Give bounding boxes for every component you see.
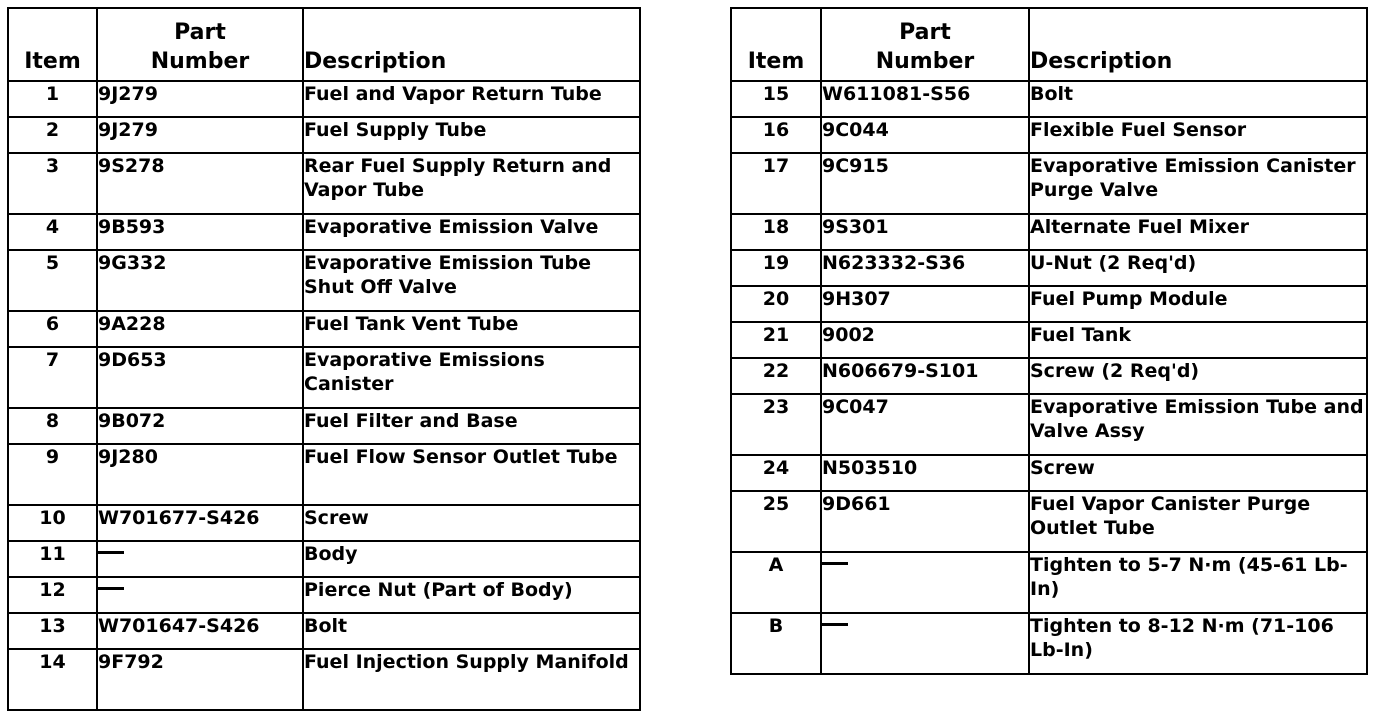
table-row — [731, 250, 1367, 286]
table-header-row — [731, 8, 1367, 81]
part-number-cell: 9B593 — [97, 214, 303, 250]
table-row — [8, 81, 640, 117]
table-row — [731, 552, 1367, 613]
part-number-cell: 9H307 — [821, 286, 1029, 322]
part-number-cell: 9G332 — [97, 250, 303, 311]
table-row — [731, 455, 1367, 491]
item-number-cell: 9 — [8, 444, 97, 505]
part-number-cell: 9J279 — [97, 81, 303, 117]
table-row — [731, 394, 1367, 455]
part-number-cell: 9002 — [821, 322, 1029, 358]
item-number-cell: 11 — [8, 541, 97, 577]
description-cell: Screw — [1029, 455, 1367, 491]
no-part-number-dash — [822, 562, 848, 565]
parts-table-right — [730, 7, 1368, 675]
item-number-cell: A — [731, 552, 821, 613]
no-part-number-dash — [822, 623, 848, 626]
no-part-number-dash — [98, 551, 124, 554]
description-cell: Evaporative Emission Canister Purge Valve — [1029, 153, 1367, 214]
description-cell: Fuel Flow Sensor Outlet Tube — [303, 444, 640, 505]
description-cell: Evaporative Emission Tube Shut Off Valve — [303, 250, 640, 311]
description-cell: Fuel Tank Vent Tube — [303, 311, 640, 347]
part-number-cell: 9F792 — [97, 649, 303, 710]
description-cell: Pierce Nut (Part of Body) — [303, 577, 640, 613]
description-cell: Screw (2 Req'd) — [1029, 358, 1367, 394]
description-cell: Flexible Fuel Sensor — [1029, 117, 1367, 153]
part-number-cell: W701647-S426 — [97, 613, 303, 649]
part-number-cell: 9J280 — [97, 444, 303, 505]
table-row — [8, 117, 640, 153]
table-row — [731, 358, 1367, 394]
table-row — [8, 541, 640, 577]
table-row — [731, 81, 1367, 117]
table-row — [731, 117, 1367, 153]
part-number-header: Part Number — [821, 8, 1029, 81]
table-row — [8, 505, 640, 541]
table-row — [8, 153, 640, 214]
item-number-cell: 25 — [731, 491, 821, 552]
description-cell: Tighten to 5-7 N·m (45-61 Lb-In) — [1029, 552, 1367, 613]
description-cell: U-Nut (2 Req'd) — [1029, 250, 1367, 286]
description-cell: Screw — [303, 505, 640, 541]
description-cell: Body — [303, 541, 640, 577]
item-number-cell: 22 — [731, 358, 821, 394]
item-number-cell: 18 — [731, 214, 821, 250]
table-header-row — [8, 8, 640, 81]
part-number-header: Part Number — [97, 8, 303, 81]
part-number-cell — [821, 552, 1029, 613]
table-row — [731, 214, 1367, 250]
no-part-number-dash — [98, 587, 124, 590]
table-row — [731, 286, 1367, 322]
description-cell: Evaporative Emission Tube and Valve Assy — [1029, 394, 1367, 455]
part-number-cell: 9S278 — [97, 153, 303, 214]
description-cell: Fuel Tank — [1029, 322, 1367, 358]
description-cell: Fuel Supply Tube — [303, 117, 640, 153]
parts-table-left-body — [8, 81, 640, 710]
part-number-cell: W611081-S56 — [821, 81, 1029, 117]
description-cell: Bolt — [303, 613, 640, 649]
item-number-cell: 21 — [731, 322, 821, 358]
description-cell: Fuel Pump Module — [1029, 286, 1367, 322]
table-row — [731, 153, 1367, 214]
table-row — [8, 250, 640, 311]
description-cell: Tighten to 8-12 N·m (71-106 Lb-In) — [1029, 613, 1367, 674]
item-number-cell: 13 — [8, 613, 97, 649]
part-number-cell: 9B072 — [97, 408, 303, 444]
item-number-cell: B — [731, 613, 821, 674]
table-row — [8, 613, 640, 649]
part-number-cell — [821, 613, 1029, 674]
part-number-cell: N503510 — [821, 455, 1029, 491]
item-number-cell: 19 — [731, 250, 821, 286]
item-number-cell: 24 — [731, 455, 821, 491]
item-number-cell: 23 — [731, 394, 821, 455]
table-row — [8, 408, 640, 444]
description-cell: Fuel Injection Supply Manifold — [303, 649, 640, 710]
item-number-cell: 8 — [8, 408, 97, 444]
part-number-cell — [97, 577, 303, 613]
item-number-cell: 20 — [731, 286, 821, 322]
item-number-cell: 15 — [731, 81, 821, 117]
item-number-cell: 16 — [731, 117, 821, 153]
description-header: Description — [303, 8, 640, 81]
part-number-cell: N606679-S101 — [821, 358, 1029, 394]
part-number-cell: 9J279 — [97, 117, 303, 153]
item-number-cell: 14 — [8, 649, 97, 710]
part-number-cell: 9D661 — [821, 491, 1029, 552]
part-number-cell: 9C044 — [821, 117, 1029, 153]
table-row — [8, 444, 640, 505]
item-number-cell: 10 — [8, 505, 97, 541]
part-number-cell: 9D653 — [97, 347, 303, 408]
description-cell: Fuel Filter and Base — [303, 408, 640, 444]
description-cell: Rear Fuel Supply Return and Vapor Tube — [303, 153, 640, 214]
item-number-cell: 17 — [731, 153, 821, 214]
item-number-cell: 6 — [8, 311, 97, 347]
description-header: Description — [1029, 8, 1367, 81]
part-number-cell: 9C915 — [821, 153, 1029, 214]
item-header: Item — [8, 8, 97, 81]
item-header: Item — [731, 8, 821, 81]
item-number-cell: 12 — [8, 577, 97, 613]
description-cell: Evaporative Emissions Canister — [303, 347, 640, 408]
description-cell: Fuel Vapor Canister Purge Outlet Tube — [1029, 491, 1367, 552]
item-number-cell: 3 — [8, 153, 97, 214]
table-row — [8, 347, 640, 408]
table-row — [731, 613, 1367, 674]
item-number-cell: 4 — [8, 214, 97, 250]
description-cell: Fuel and Vapor Return Tube — [303, 81, 640, 117]
part-number-cell: 9S301 — [821, 214, 1029, 250]
table-row — [731, 322, 1367, 358]
item-number-cell: 5 — [8, 250, 97, 311]
description-cell: Alternate Fuel Mixer — [1029, 214, 1367, 250]
table-row — [8, 577, 640, 613]
parts-table-right-body — [731, 81, 1367, 674]
part-number-cell: 9A228 — [97, 311, 303, 347]
item-number-cell: 7 — [8, 347, 97, 408]
parts-table-left — [7, 7, 641, 711]
part-number-cell: N623332-S36 — [821, 250, 1029, 286]
item-number-cell: 1 — [8, 81, 97, 117]
table-row — [8, 311, 640, 347]
part-number-cell — [97, 541, 303, 577]
table-row — [731, 491, 1367, 552]
description-cell: Evaporative Emission Valve — [303, 214, 640, 250]
table-row — [8, 214, 640, 250]
table-row — [8, 649, 640, 710]
part-number-cell: W701677-S426 — [97, 505, 303, 541]
item-number-cell: 2 — [8, 117, 97, 153]
part-number-cell: 9C047 — [821, 394, 1029, 455]
description-cell: Bolt — [1029, 81, 1367, 117]
